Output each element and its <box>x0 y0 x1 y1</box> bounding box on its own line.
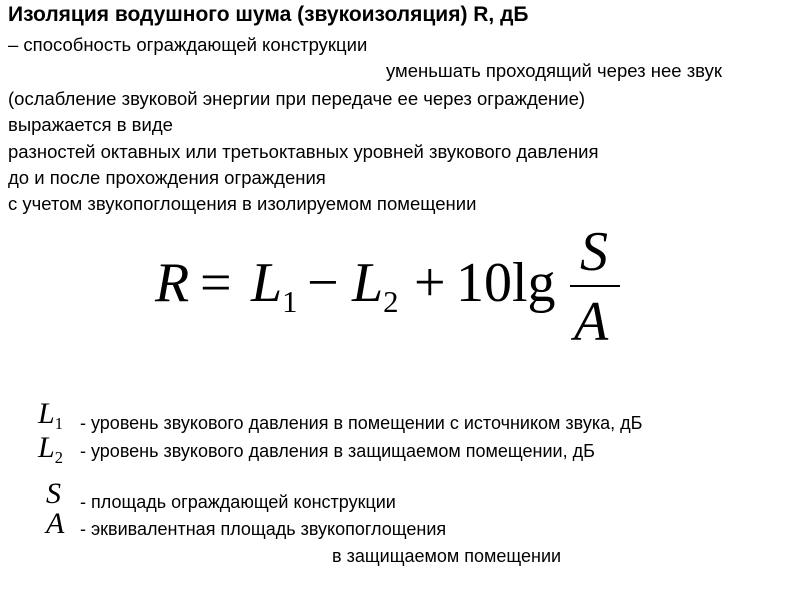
def-symbol-L2: L2 <box>38 431 63 467</box>
formula-numerator-S: S <box>580 221 608 283</box>
def-symbol-A: A <box>46 507 65 540</box>
formula-plus: + <box>414 252 446 314</box>
def-symbol-S: S <box>46 477 61 510</box>
formula-L2-subscript: 2 <box>383 284 399 319</box>
slide-title: Изоляция водушного шума (звукоизоляция) R, дБ <box>8 3 529 26</box>
def-text-L2: - уровень звукового давления в защищаемом помещении, дБ <box>80 441 595 461</box>
formula-L1-subscript: 1 <box>282 284 298 319</box>
text-line-1: – способность ограждающей конструкции <box>8 34 368 55</box>
text-line-5: разностей октавных или третьоктавных уровней звукового давления <box>8 141 599 162</box>
def-text-L1: - уровень звукового давления в помещении с источником звука, дБ <box>80 413 643 433</box>
def-text-A-continuation: в защищаемом помещении <box>332 546 562 566</box>
def-symbol-L1: L1 <box>38 397 63 433</box>
formula-L1: L1 <box>251 252 298 319</box>
fraction-bar <box>570 285 620 287</box>
formula-denominator-A: A <box>574 291 609 353</box>
formula-equals: = <box>200 252 232 314</box>
def-text-A: - эквивалентная площадь звукопоглощения <box>80 519 447 539</box>
def-text-S: - площадь ограждающей конструкции <box>80 492 396 512</box>
text-line-7: с учетом звукопоглощения в изолируемом помещении <box>8 193 477 214</box>
formula-R: R <box>155 252 190 314</box>
text-line-4: выражается в виде <box>8 114 173 135</box>
text-line-6: до и после прохождения ограждения <box>8 167 326 188</box>
formula-coefficient: 10lg <box>456 252 556 314</box>
text-line-3: (ослабление звуковой энергии при передаче ее через ограждение) <box>8 88 586 109</box>
text-line-2: уменьшать проходящий через нее звук <box>386 60 722 81</box>
formula-minus: − <box>307 252 339 314</box>
formula-L2: L2 <box>352 252 399 319</box>
